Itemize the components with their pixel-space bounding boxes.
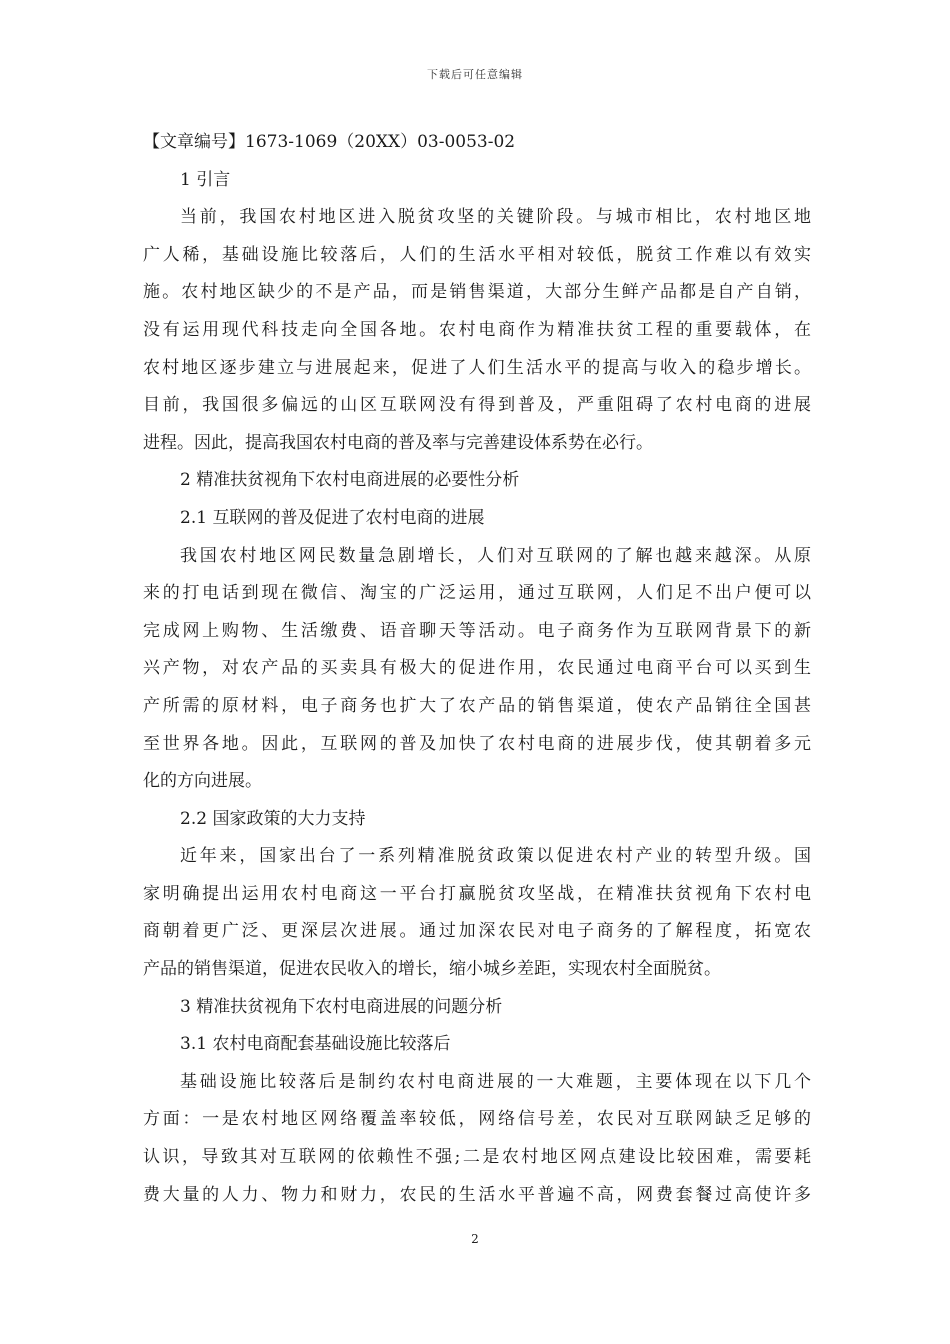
- paragraph-line: 农村地区逐步建立与进展起来，促进了人们生活水平的提高与收入的稳步增长。: [143, 357, 811, 378]
- paragraph-line: 完成网上购物、生活缴费、语音聊天等活动。电子商务作为互联网背景下的新: [143, 620, 811, 641]
- paragraph-line: 施。农村地区缺少的不是产品，而是销售渠道，大部分生鲜产品都是自产自销，: [143, 282, 811, 303]
- paragraph-line: 来的打电话到现在微信、淘宝的广泛运用，通过互联网，人们足不出户便可以: [143, 583, 811, 604]
- section-heading: 1 引言: [180, 169, 231, 190]
- paragraph-line: 进程。因此，提高我国农村电商的普及率与完善建设体系势在必行。: [143, 432, 653, 453]
- subsection-heading: 2.2 国家政策的大力支持: [180, 808, 366, 829]
- paragraph-infrastructure: [143, 1064, 811, 1214]
- paragraph-line: 广人稀，基础设施比较落后，人们的生活水平相对较低，脱贫工作难以有效实: [143, 244, 811, 265]
- paragraph-line: 商朝着更广泛、更深层次进展。通过加深农民对电子商务的了解程度，拓宽农: [143, 921, 811, 942]
- paragraph-line: 产品的销售渠道，促进农民收入的增长，缩小城乡差距，实现农村全面脱贫。: [143, 959, 721, 980]
- paragraph-line: 化的方向进展。: [143, 771, 262, 792]
- section-heading: 2 精准扶贫视角下农村电商进展的必要性分析: [180, 470, 520, 491]
- paragraph-policy: [143, 838, 811, 988]
- paragraph-line: 费大量的人力、物力和财力，农民的生活水平普遍不高，网费套餐过高使许多: [143, 1184, 811, 1205]
- paragraph-line: 至世界各地。因此，互联网的普及加快了农村电商的进展步伐，使其朝着多元: [143, 733, 811, 754]
- subsection-heading: 3.1 农村电商配套基础设施比较落后: [180, 1034, 451, 1055]
- paragraph-line: 认识，导致其对互联网的依赖性不强;二是农村地区网点建设比较困难，需要耗: [143, 1147, 811, 1168]
- paragraph-line: 我国农村地区网民数量急剧增长，人们对互联网的了解也越来越深。从原: [180, 545, 811, 566]
- paragraph-line: 方面：一是农村地区网络覆盖率较低，网络信号差，农民对互联网缺乏足够的: [143, 1109, 811, 1130]
- page-header-note: 下载后可任意编辑: [427, 68, 523, 81]
- paragraph-line: 家明确提出运用农村电商这一平台打赢脱贫攻坚战，在精准扶贫视角下农村电: [143, 883, 811, 904]
- section-heading: 3 精准扶贫视角下农村电商进展的问题分析: [180, 996, 503, 1017]
- paragraph-introduction: [143, 199, 811, 462]
- paragraph-line: 基础设施比较落后是制约农村电商进展的一大难题，主要体现在以下几个: [180, 1071, 811, 1092]
- article-body: [143, 124, 811, 1214]
- paragraph-line: 目前，我国很多偏远的山区互联网没有得到普及，严重阻碍了农村电商的进展: [143, 395, 811, 416]
- paragraph-internet: [143, 538, 811, 801]
- paragraph-line: 兴产物，对农产品的买卖具有极大的促进作用，农民通过电商平台可以买到生: [143, 658, 811, 679]
- subsection-heading: 2.1 互联网的普及促进了农村电商的进展: [180, 507, 485, 528]
- paragraph-line: 没有运用现代科技走向全国各地。农村电商作为精准扶贫工程的重要载体，在: [143, 319, 811, 340]
- page-number: 2: [471, 1232, 479, 1246]
- paragraph-line: 产所需的原材料，电子商务也扩大了农产品的销售渠道，使农产品销往全国甚: [143, 695, 811, 716]
- article-number: 【文章编号】1673-1069（20XX）03-0053-02: [143, 132, 516, 152]
- paragraph-line: 当前，我国农村地区进入脱贫攻坚的关键阶段。与城市相比，农村地区地: [180, 207, 811, 228]
- paragraph-line: 近年来，国家出台了一系列精准脱贫政策以促进农村产业的转型升级。国: [180, 846, 811, 867]
